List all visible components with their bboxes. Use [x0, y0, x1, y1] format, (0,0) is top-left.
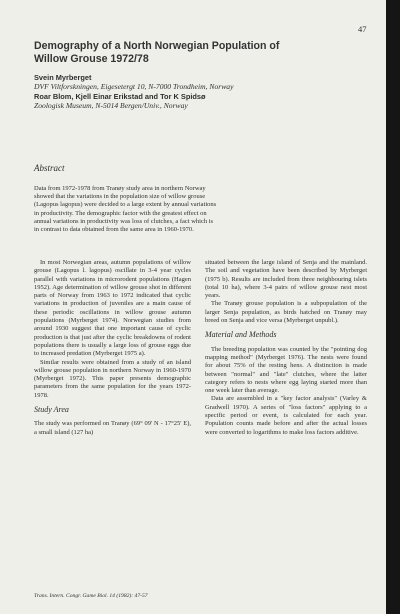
right-column [205, 259, 367, 437]
abstract-line: in contrast to data obtained from the same area in 1960-1970. [34, 226, 194, 234]
body-paragraph: In most Norwegian areas, autumn populations of willow grouse (Lagopus l. lagopus) oscillate in 3-4 year cycles parallel with variations in microrodent populations (Hagen 1952). Age determination of willow grouse shot in different parts of Norway from 1963 to 1972 indicated that cyclic variations in production of juveniles are a main cause of these periodic oscillations in willow grouse autumn populations (Myrberget 1974). Norwegian studies from around 1930 suggest that one important cause of cyclic production is that just after the cyclic breakdowns of rodent populations there is usually a large loss of grouse eggs due to increased predation (Myrberget 1975 a). [34, 259, 191, 358]
author-names: Svein Myrberget [34, 73, 92, 82]
author-block [34, 73, 233, 111]
body-paragraph: The Tranøy grouse population is a subpopulation of the larger Senja population, as birds hatched on Tranøy may breed on Senja and vice versa (Myrberget unpubl.). [205, 300, 367, 325]
title-line: Demography of a North Norwegian Population of [34, 40, 280, 52]
section-heading-methods: Material and Methods [205, 330, 277, 340]
abstract-line: annual variations in productivity was loss of clutches, a fact which is [34, 217, 214, 225]
page-number: 47 [358, 24, 367, 34]
abstract-line: (Lagopus lagopus) were decided to a large extent by annual variations [34, 201, 217, 209]
abstract-text [34, 185, 364, 234]
author-names: Roar Blom, Kjell Einar Erikstad and Tor K Spidsø [34, 91, 206, 101]
title-line: Willow Grouse 1972/78 [34, 53, 149, 65]
body-paragraph: Data are assembled in a "key factor analysis" (Varley & Gradwell 1970). A series of "loss factors" applying to a specific period or event, is calculated for each year. Population counts made before and after the actual losses were converted to logarithms to make loss factors additive. [205, 395, 367, 436]
body-paragraph: situated between the large island of Senja and the mainland. The soil and vegetation have been described by Myrberget (1975 b). Results are included from three neighbouring islets (total 10 ha), where 3-4 pairs of willow grouse nest most years. [205, 259, 367, 300]
abstract-line: showed that the variations in the population size of willow grouse [34, 193, 206, 201]
author-affiliation: Zoologisk Museum, N-5014 Bergen/Univ., Norway [34, 101, 188, 111]
left-column [34, 259, 191, 437]
scan-edge [386, 0, 400, 614]
abstract-heading: Abstract [34, 163, 65, 173]
body-paragraph: Similar results were obtained from a study of an island willow grouse population in northern Norway in 1960-1970 (Myrberget 1972). This paper presents demographic parameters from the same population for the years 1972-1978. [34, 358, 191, 399]
footer-citation: Trans. Intern. Congr. Game Biol. 14 (1982): 47-57 [34, 593, 148, 599]
author-affiliation: DVF Viltforskningen, Eigesetergt 10, N-7000 Trondheim, Norway [34, 82, 234, 92]
abstract-line: in productivity. The demographic factor with the greatest effect on [34, 209, 207, 217]
paper-title [34, 40, 279, 66]
section-heading-study-area: Study Area [34, 405, 69, 415]
abstract-line: Data from 1972-1978 from Tranøy study area in northern Norway [34, 185, 206, 192]
body-paragraph: The study was performed on Tranøy (69° 09' N - 17°25' E), a small island (127 ha) [34, 420, 191, 436]
body-paragraph: The breeding population was counted by the "pointing dog mapping method" (Myrberget 1976). The nests were found for about 75% of the resting hens. A distinction is made between "normal" and "late" clutches, where the latter category refers to nests where egg laying started more than one week later than average. [205, 345, 367, 395]
